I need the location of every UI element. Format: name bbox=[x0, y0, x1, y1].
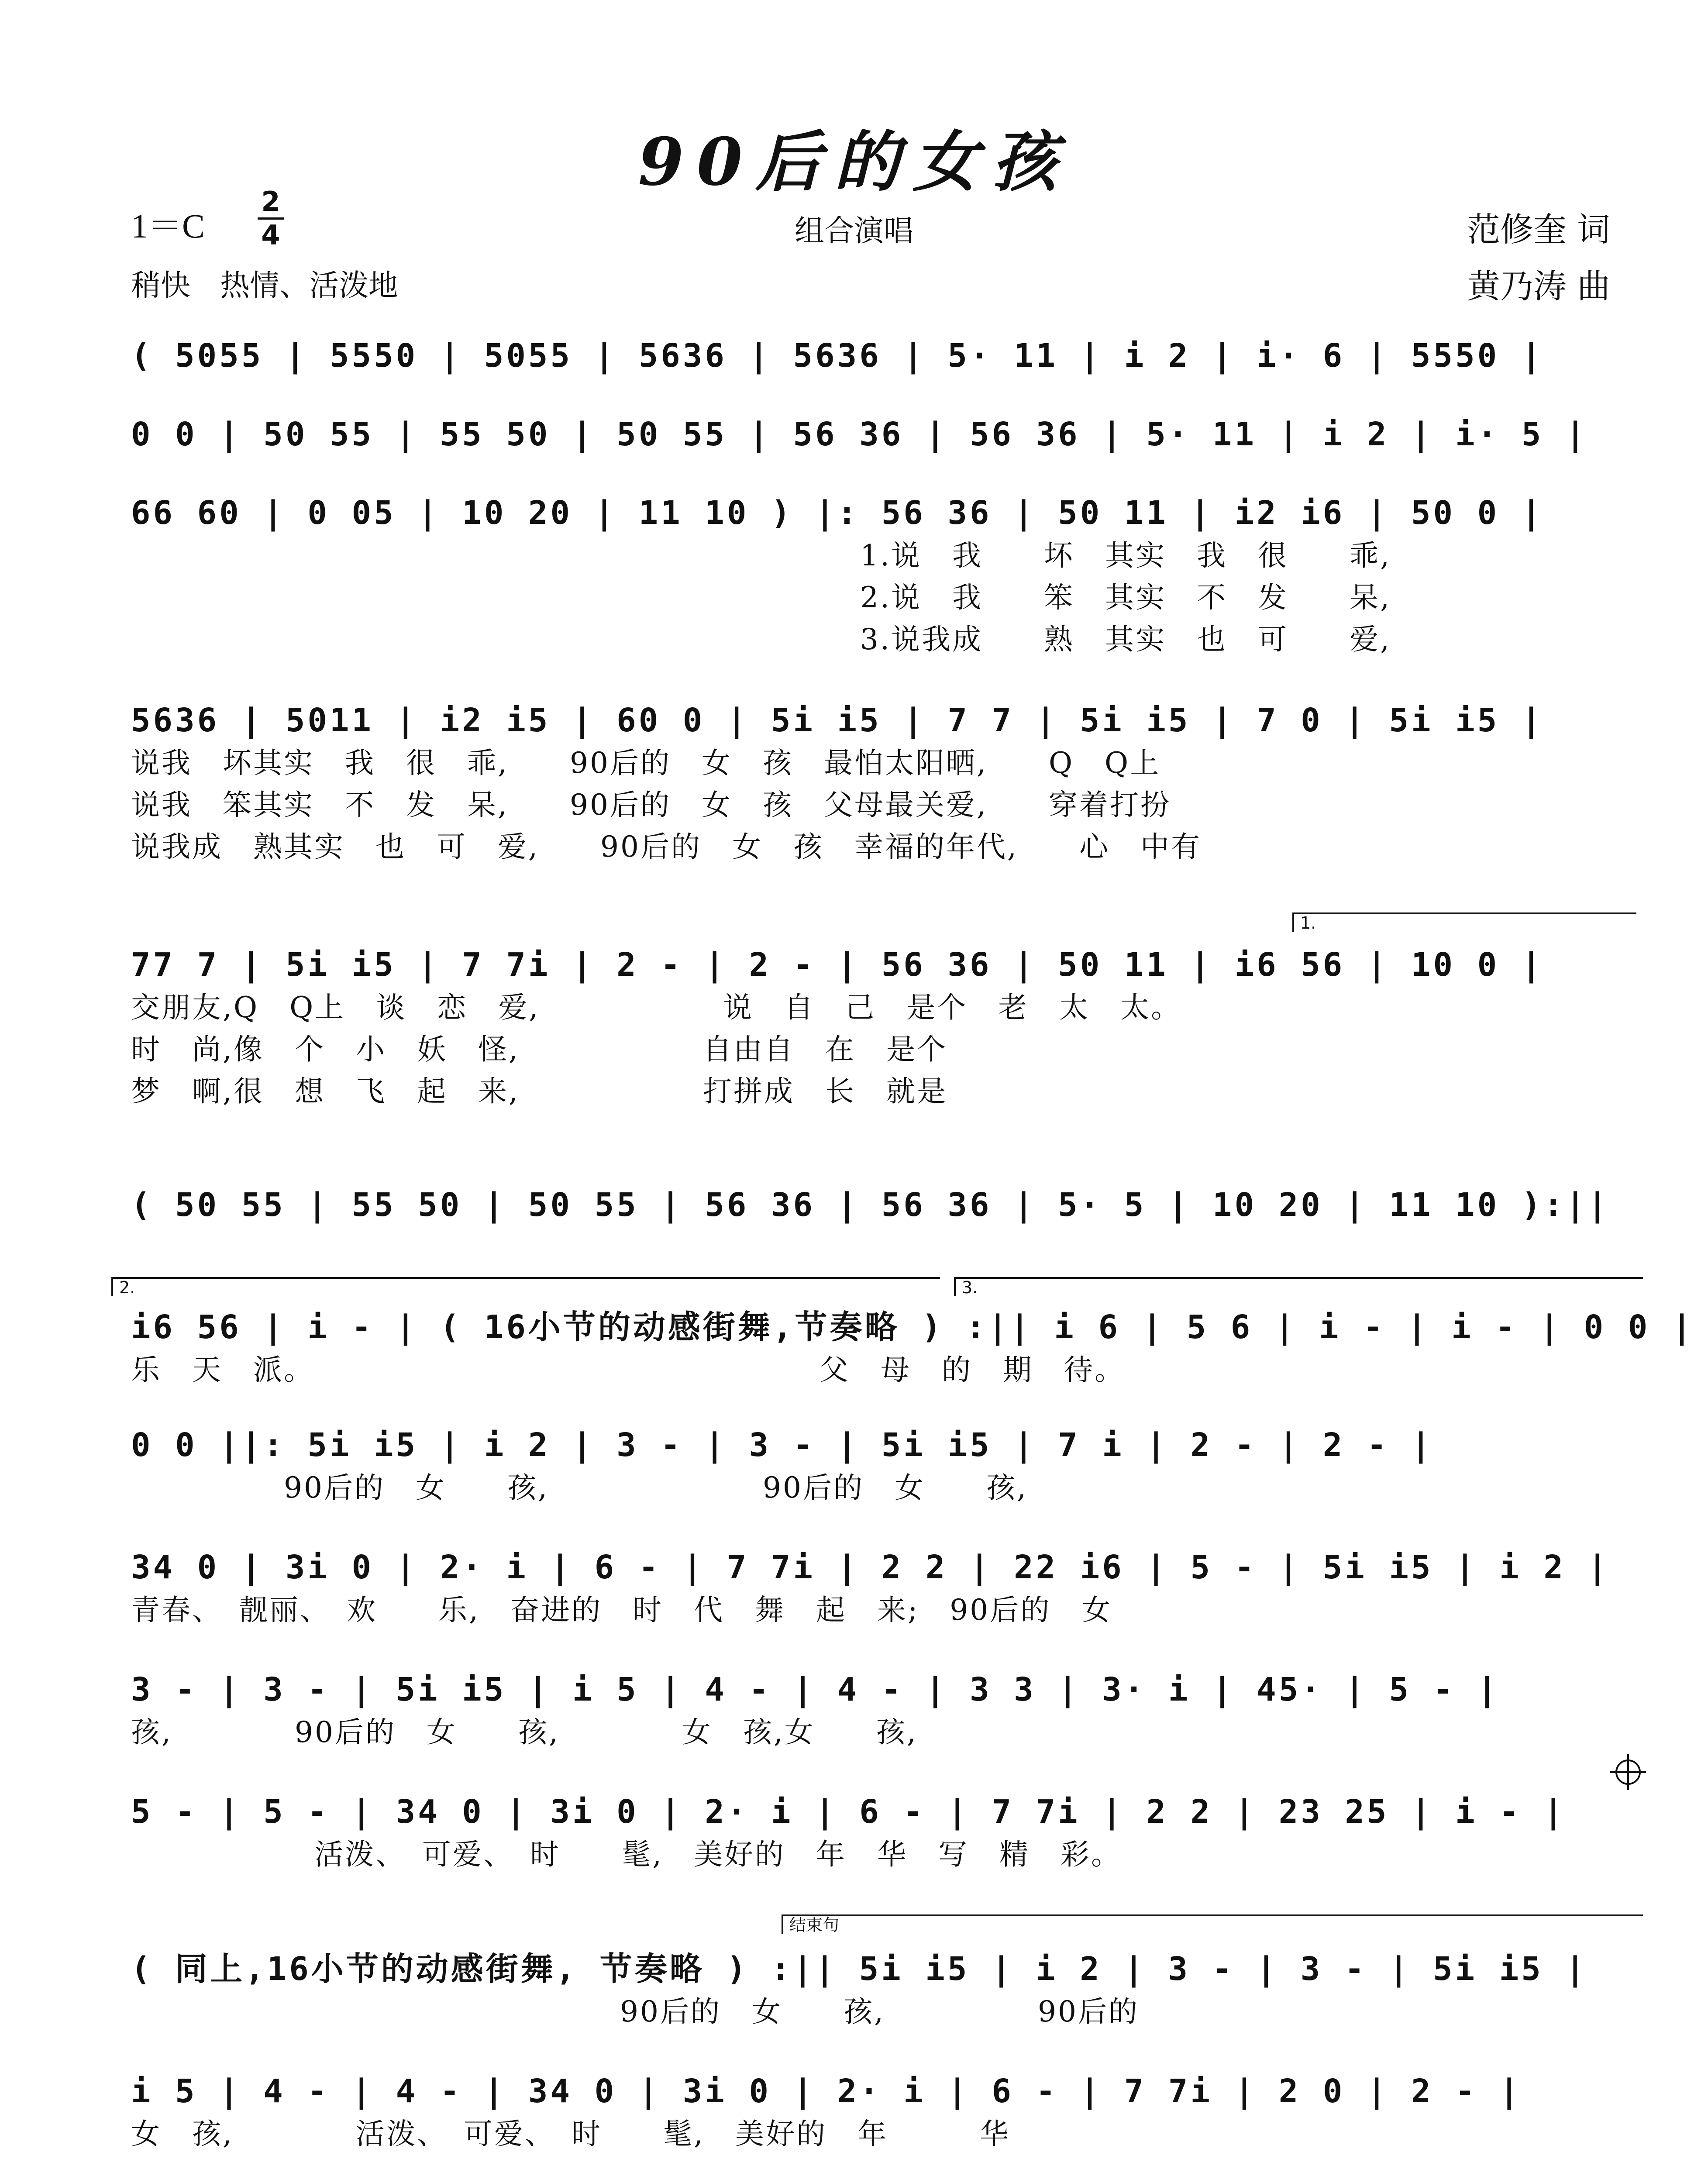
score-row-5 bbox=[131, 943, 1629, 1112]
lyric-verse-2: 2.说 我 笨 其实 不 发 呆, bbox=[860, 581, 1391, 614]
lyric-line: 乐 天 派。 父 母 的 期 待。 bbox=[131, 1353, 1125, 1387]
key-signature: 1＝C bbox=[131, 207, 205, 245]
lyric-verse-3: 梦 啊,很 想 飞 起 来, 打拼成 长 就是 bbox=[131, 1074, 947, 1108]
score-row-1 bbox=[131, 334, 1629, 378]
song-title: 90后的女孩 bbox=[638, 124, 1070, 200]
score-row-8 bbox=[131, 1423, 1629, 1509]
notation-line: 34 0 | 3i 0 | 2· i | 6 - | 7 7i | 2 2 | 22 i6 | 5 - | 5i i5 | i 2 | bbox=[131, 1549, 1610, 1586]
time-signature-top: 2 bbox=[261, 186, 280, 217]
volta-bracket-ending: 结束句 bbox=[782, 1914, 1643, 1934]
notation-line: i6 56 | i - | ( 16小节的动感街舞,节奏略 ) :|| i 6 | 5 6 | i - | i - | 0 0 | bbox=[131, 1308, 1694, 1346]
lyricist-credit: 范修奎 词 bbox=[1467, 210, 1611, 249]
time-signature-bottom: 4 bbox=[261, 219, 280, 251]
notation-line: ( 5055 | 5550 | 5055 | 5636 | 5636 | 5· 11 | i 2 | i· 6 | 5550 | bbox=[131, 337, 1544, 375]
lyric-verse-2: 说我 笨其实 不 发 呆, 90后的 女 孩 父母最关爱, 穿着打扮 bbox=[131, 788, 1171, 822]
coda-icon bbox=[1615, 1759, 1641, 1785]
lyric-line: 90后的 女 孩, 90后的 bbox=[131, 1995, 1139, 2028]
score-row-9 bbox=[131, 1546, 1629, 1631]
lyric-verse-2: 时 尚,像 个 小 妖 怪, 自由自 在 是个 bbox=[131, 1033, 947, 1066]
performer-note: 组合演唱 bbox=[794, 214, 913, 248]
score-row-4 bbox=[131, 699, 1629, 868]
notation-line: i 5 | 4 - | 4 - | 34 0 | 3i 0 | 2· i | 6 - | 7 7i | 2 0 | 2 - | bbox=[131, 2073, 1522, 2110]
lyric-line: 青春、 靓丽、 欢 乐, 奋进的 时 代 舞 起 来; 90后的 女 bbox=[131, 1593, 1112, 1627]
score-row-3 bbox=[131, 491, 1629, 661]
notation-line: 5 - | 5 - | 34 0 | 3i 0 | 2· i | 6 - | 7 7i | 2 2 | 23 25 | i - | bbox=[131, 1793, 1566, 1831]
score-row-13 bbox=[131, 2069, 1629, 2155]
lyric-line: 活泼、 可爱、 时 髦, 美好的 年 华 写 精 彩。 bbox=[131, 1838, 1122, 1871]
tempo-marking: 稍快 热情、活泼地 bbox=[131, 269, 399, 303]
lyric-verse-1: 交朋友,Q Q上 谈 恋 爱, 说 自 己 是个 老 太 太。 bbox=[131, 991, 1182, 1024]
notation-line: 3 - | 3 - | 5i i5 | i 5 | 4 - | 4 - | 3 3 | 3· i | 45· | 5 - | bbox=[131, 1671, 1500, 1708]
notation-line: 5636 | 5011 | i2 i5 | 60 0 | 5i i5 | 7 7 | 5i i5 | 7 0 | 5i i5 | bbox=[131, 702, 1544, 739]
volta-bracket-3: 3. bbox=[954, 1277, 1643, 1296]
notation-line: ( 50 55 | 55 50 | 50 55 | 56 36 | 56 36 | 5· 5 | 10 20 | 11 10 ):|| bbox=[131, 1186, 1610, 1224]
score-row-11 bbox=[131, 1790, 1629, 1876]
volta-bracket-2: 2. bbox=[111, 1277, 940, 1296]
score-row-7 bbox=[131, 1305, 1694, 1391]
lyric-verse-3: 3.说我成 熟 其实 也 可 爱, bbox=[860, 623, 1391, 656]
notation-line: 77 7 | 5i i5 | 7 7i | 2 - | 2 - | 56 36 | 50 11 | i6 56 | 10 0 | bbox=[131, 946, 1544, 984]
notation-line: 66 60 | 0 05 | 10 20 | 11 10 ) |: 56 36 | 50 11 | i2 i6 | 50 0 | bbox=[131, 494, 1544, 532]
lyric-verse-1: 1.说 我 坏 其实 我 很 乖, bbox=[860, 539, 1391, 572]
notation-line: 0 0 | 50 55 | 55 50 | 50 55 | 56 36 | 56 36 | 5· 11 | i 2 | i· 5 | bbox=[131, 416, 1588, 453]
lyric-line: 90后的 女 孩, 90后的 女 孩, bbox=[131, 1471, 1028, 1505]
lyric-line: 孩, 90后的 女 孩, 女 孩,女 孩, bbox=[131, 1715, 918, 1749]
score-row-10 bbox=[131, 1668, 1629, 1753]
notation-line: 0 0 ||: 5i i5 | i 2 | 3 - | 3 - | 5i i5 | 7 i | 2 - | 2 - | bbox=[131, 1426, 1433, 1464]
volta-bracket-1: 1. bbox=[1292, 912, 1636, 932]
lyric-line: 女 孩, 活泼、 可爱、 时 髦, 美好的 年 华 bbox=[131, 2117, 1010, 2151]
score-row-2 bbox=[131, 413, 1629, 456]
score-row-6 bbox=[131, 1183, 1629, 1227]
lyric-verse-3: 说我成 熟其实 也 可 爱, 90后的 女 孩 幸福的年代, 心 中有 bbox=[131, 830, 1202, 864]
composer-credit: 黄乃涛 曲 bbox=[1467, 267, 1611, 306]
lyric-verse-1: 说我 坏其实 我 很 乖, 90后的 女 孩 最怕太阳晒, Q Q上 bbox=[131, 746, 1161, 780]
score-row-12 bbox=[131, 1947, 1629, 2033]
notation-line: ( 同上,16小节的动感街舞, 节奏略 ) :|| 5i i5 | i 2 | 3 - | 3 - | 5i i5 | bbox=[131, 1950, 1587, 1988]
